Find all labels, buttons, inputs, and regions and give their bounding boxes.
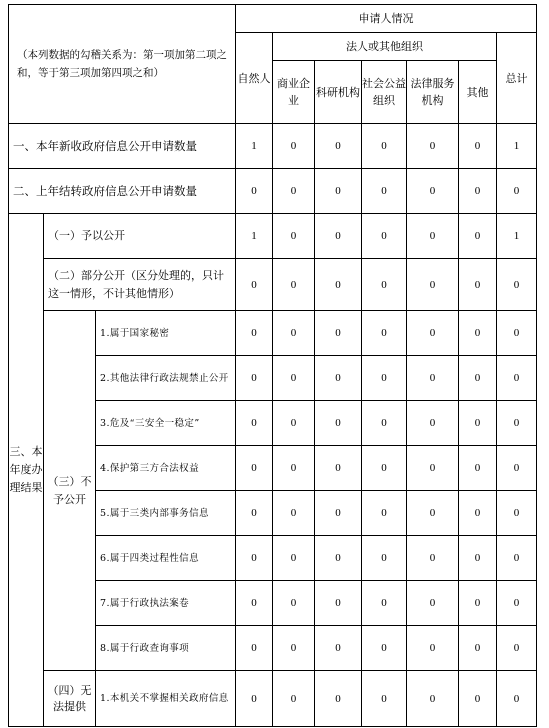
row-label: 8.属于行政查询事项 [96, 626, 236, 671]
cell-value: 0 [236, 259, 273, 311]
header-total: 总计 [497, 33, 537, 124]
row-label: 二、上年结转政府信息公开申请数量 [9, 169, 236, 214]
cell-value: 1 [497, 124, 537, 169]
cell-value: 0 [362, 446, 407, 491]
cell-value: 0 [497, 311, 537, 356]
table-row [9, 214, 537, 259]
cell-value: 0 [273, 671, 315, 727]
cell-value: 0 [362, 401, 407, 446]
cell-value: 0 [459, 581, 497, 626]
cell-value: 0 [236, 401, 273, 446]
cell-value: 0 [407, 124, 459, 169]
cell-value: 0 [362, 626, 407, 671]
table-row [9, 311, 537, 356]
cell-value: 0 [362, 259, 407, 311]
cell-value: 0 [315, 536, 362, 581]
row-label: 1.属于国家秘密 [96, 311, 236, 356]
cell-value: 0 [273, 214, 315, 259]
table-row [9, 124, 537, 169]
cell-value: 0 [459, 626, 497, 671]
cell-value: 0 [407, 259, 459, 311]
cell-value: 0 [315, 491, 362, 536]
cell-value: 0 [273, 169, 315, 214]
header-research: 科研机构 [315, 61, 362, 124]
cell-value: 0 [236, 169, 273, 214]
cell-value: 0 [459, 259, 497, 311]
cell-value: 0 [459, 401, 497, 446]
row-label: 1.本机关不掌握相关政府信息 [96, 671, 236, 727]
cell-value: 0 [407, 401, 459, 446]
table-row [9, 259, 537, 311]
cell-value: 0 [407, 536, 459, 581]
cell-value: 0 [407, 491, 459, 536]
cell-value: 0 [273, 356, 315, 401]
table-row [9, 671, 537, 727]
cell-value: 0 [459, 671, 497, 727]
header-business: 商业企业 [273, 61, 315, 124]
row-label: 6.属于四类过程性信息 [96, 536, 236, 581]
cell-value: 0 [459, 446, 497, 491]
cell-value: 0 [497, 259, 537, 311]
cell-value: 0 [273, 491, 315, 536]
cell-value: 0 [315, 124, 362, 169]
cell-value: 0 [497, 581, 537, 626]
cell-value: 0 [315, 311, 362, 356]
cell-value: 0 [497, 536, 537, 581]
cell-value: 0 [497, 491, 537, 536]
cell-value: 0 [273, 446, 315, 491]
cell-value: 0 [362, 356, 407, 401]
group-3-label: （三）不予公开 [44, 311, 96, 671]
cell-value: 0 [362, 169, 407, 214]
section-3-label: 三、本年度办理结果 [9, 214, 44, 727]
cell-value: 0 [497, 356, 537, 401]
row-label: 4.保护第三方合法权益 [96, 446, 236, 491]
header-legal-service: 法律服务机构 [407, 61, 459, 124]
cell-value: 0 [315, 581, 362, 626]
header-legal-and-orgs: 法人或其他组织 [273, 33, 497, 61]
cell-value: 0 [315, 259, 362, 311]
cell-value: 0 [362, 214, 407, 259]
cell-value: 0 [407, 581, 459, 626]
header-social: 社会公益组织 [362, 61, 407, 124]
cell-value: 0 [236, 491, 273, 536]
header-natural-person: 自然人 [236, 33, 273, 124]
cell-value: 0 [315, 169, 362, 214]
cell-value: 0 [236, 356, 273, 401]
cell-value: 0 [362, 536, 407, 581]
cell-value: 0 [315, 626, 362, 671]
cell-value: 0 [315, 446, 362, 491]
row-label: （二）部分公开（区分处理的，只计这一情形，不计其他情形） [44, 259, 236, 311]
table-row [9, 169, 537, 214]
cell-value: 0 [459, 356, 497, 401]
row-label: 5.属于三类内部事务信息 [96, 491, 236, 536]
cell-value: 0 [236, 311, 273, 356]
cell-value: 0 [459, 491, 497, 536]
cell-value: 0 [407, 446, 459, 491]
row-label: 一、本年新收政府信息公开申请数量 [9, 124, 236, 169]
cell-value: 0 [459, 214, 497, 259]
row-label: 7.属于行政执法案卷 [96, 581, 236, 626]
cell-value: 0 [236, 581, 273, 626]
cell-value: 1 [497, 214, 537, 259]
cell-value: 0 [236, 671, 273, 727]
row-label: （一）予以公开 [44, 214, 236, 259]
cell-value: 0 [315, 671, 362, 727]
cell-value: 0 [273, 626, 315, 671]
cell-value: 0 [236, 446, 273, 491]
cell-value: 0 [407, 169, 459, 214]
cell-value: 0 [459, 124, 497, 169]
cell-value: 0 [407, 671, 459, 727]
cell-value: 0 [497, 169, 537, 214]
cell-value: 0 [273, 536, 315, 581]
cell-value: 0 [459, 311, 497, 356]
info-disclosure-table [8, 4, 537, 727]
cell-value: 0 [362, 671, 407, 727]
cell-value: 0 [273, 401, 315, 446]
group-4-label: （四）无法提供 [44, 671, 96, 727]
cell-value: 0 [236, 536, 273, 581]
row-label: 3.危及“三安全一稳定” [96, 401, 236, 446]
cell-value: 0 [273, 259, 315, 311]
cell-value: 0 [236, 626, 273, 671]
cell-value: 0 [315, 401, 362, 446]
header-note: （本列数据的勾稽关系为：第一项加第二项之和，等于第三项加第四项之和） [9, 5, 236, 124]
cell-value: 0 [273, 124, 315, 169]
cell-value: 0 [362, 311, 407, 356]
cell-value: 1 [236, 124, 273, 169]
row-label: 2.其他法律行政法规禁止公开 [96, 356, 236, 401]
cell-value: 0 [362, 491, 407, 536]
cell-value: 0 [497, 626, 537, 671]
cell-value: 0 [459, 169, 497, 214]
cell-value: 0 [273, 311, 315, 356]
cell-value: 0 [497, 401, 537, 446]
cell-value: 0 [315, 356, 362, 401]
header-other: 其他 [459, 61, 497, 124]
cell-value: 0 [407, 311, 459, 356]
cell-value: 0 [273, 581, 315, 626]
cell-value: 0 [497, 671, 537, 727]
header-applicant-situation: 申请人情况 [236, 5, 537, 33]
cell-value: 0 [497, 446, 537, 491]
cell-value: 0 [315, 214, 362, 259]
cell-value: 0 [407, 356, 459, 401]
cell-value: 0 [407, 626, 459, 671]
cell-value: 0 [459, 536, 497, 581]
cell-value: 1 [236, 214, 273, 259]
cell-value: 0 [407, 214, 459, 259]
cell-value: 0 [362, 124, 407, 169]
cell-value: 0 [362, 581, 407, 626]
